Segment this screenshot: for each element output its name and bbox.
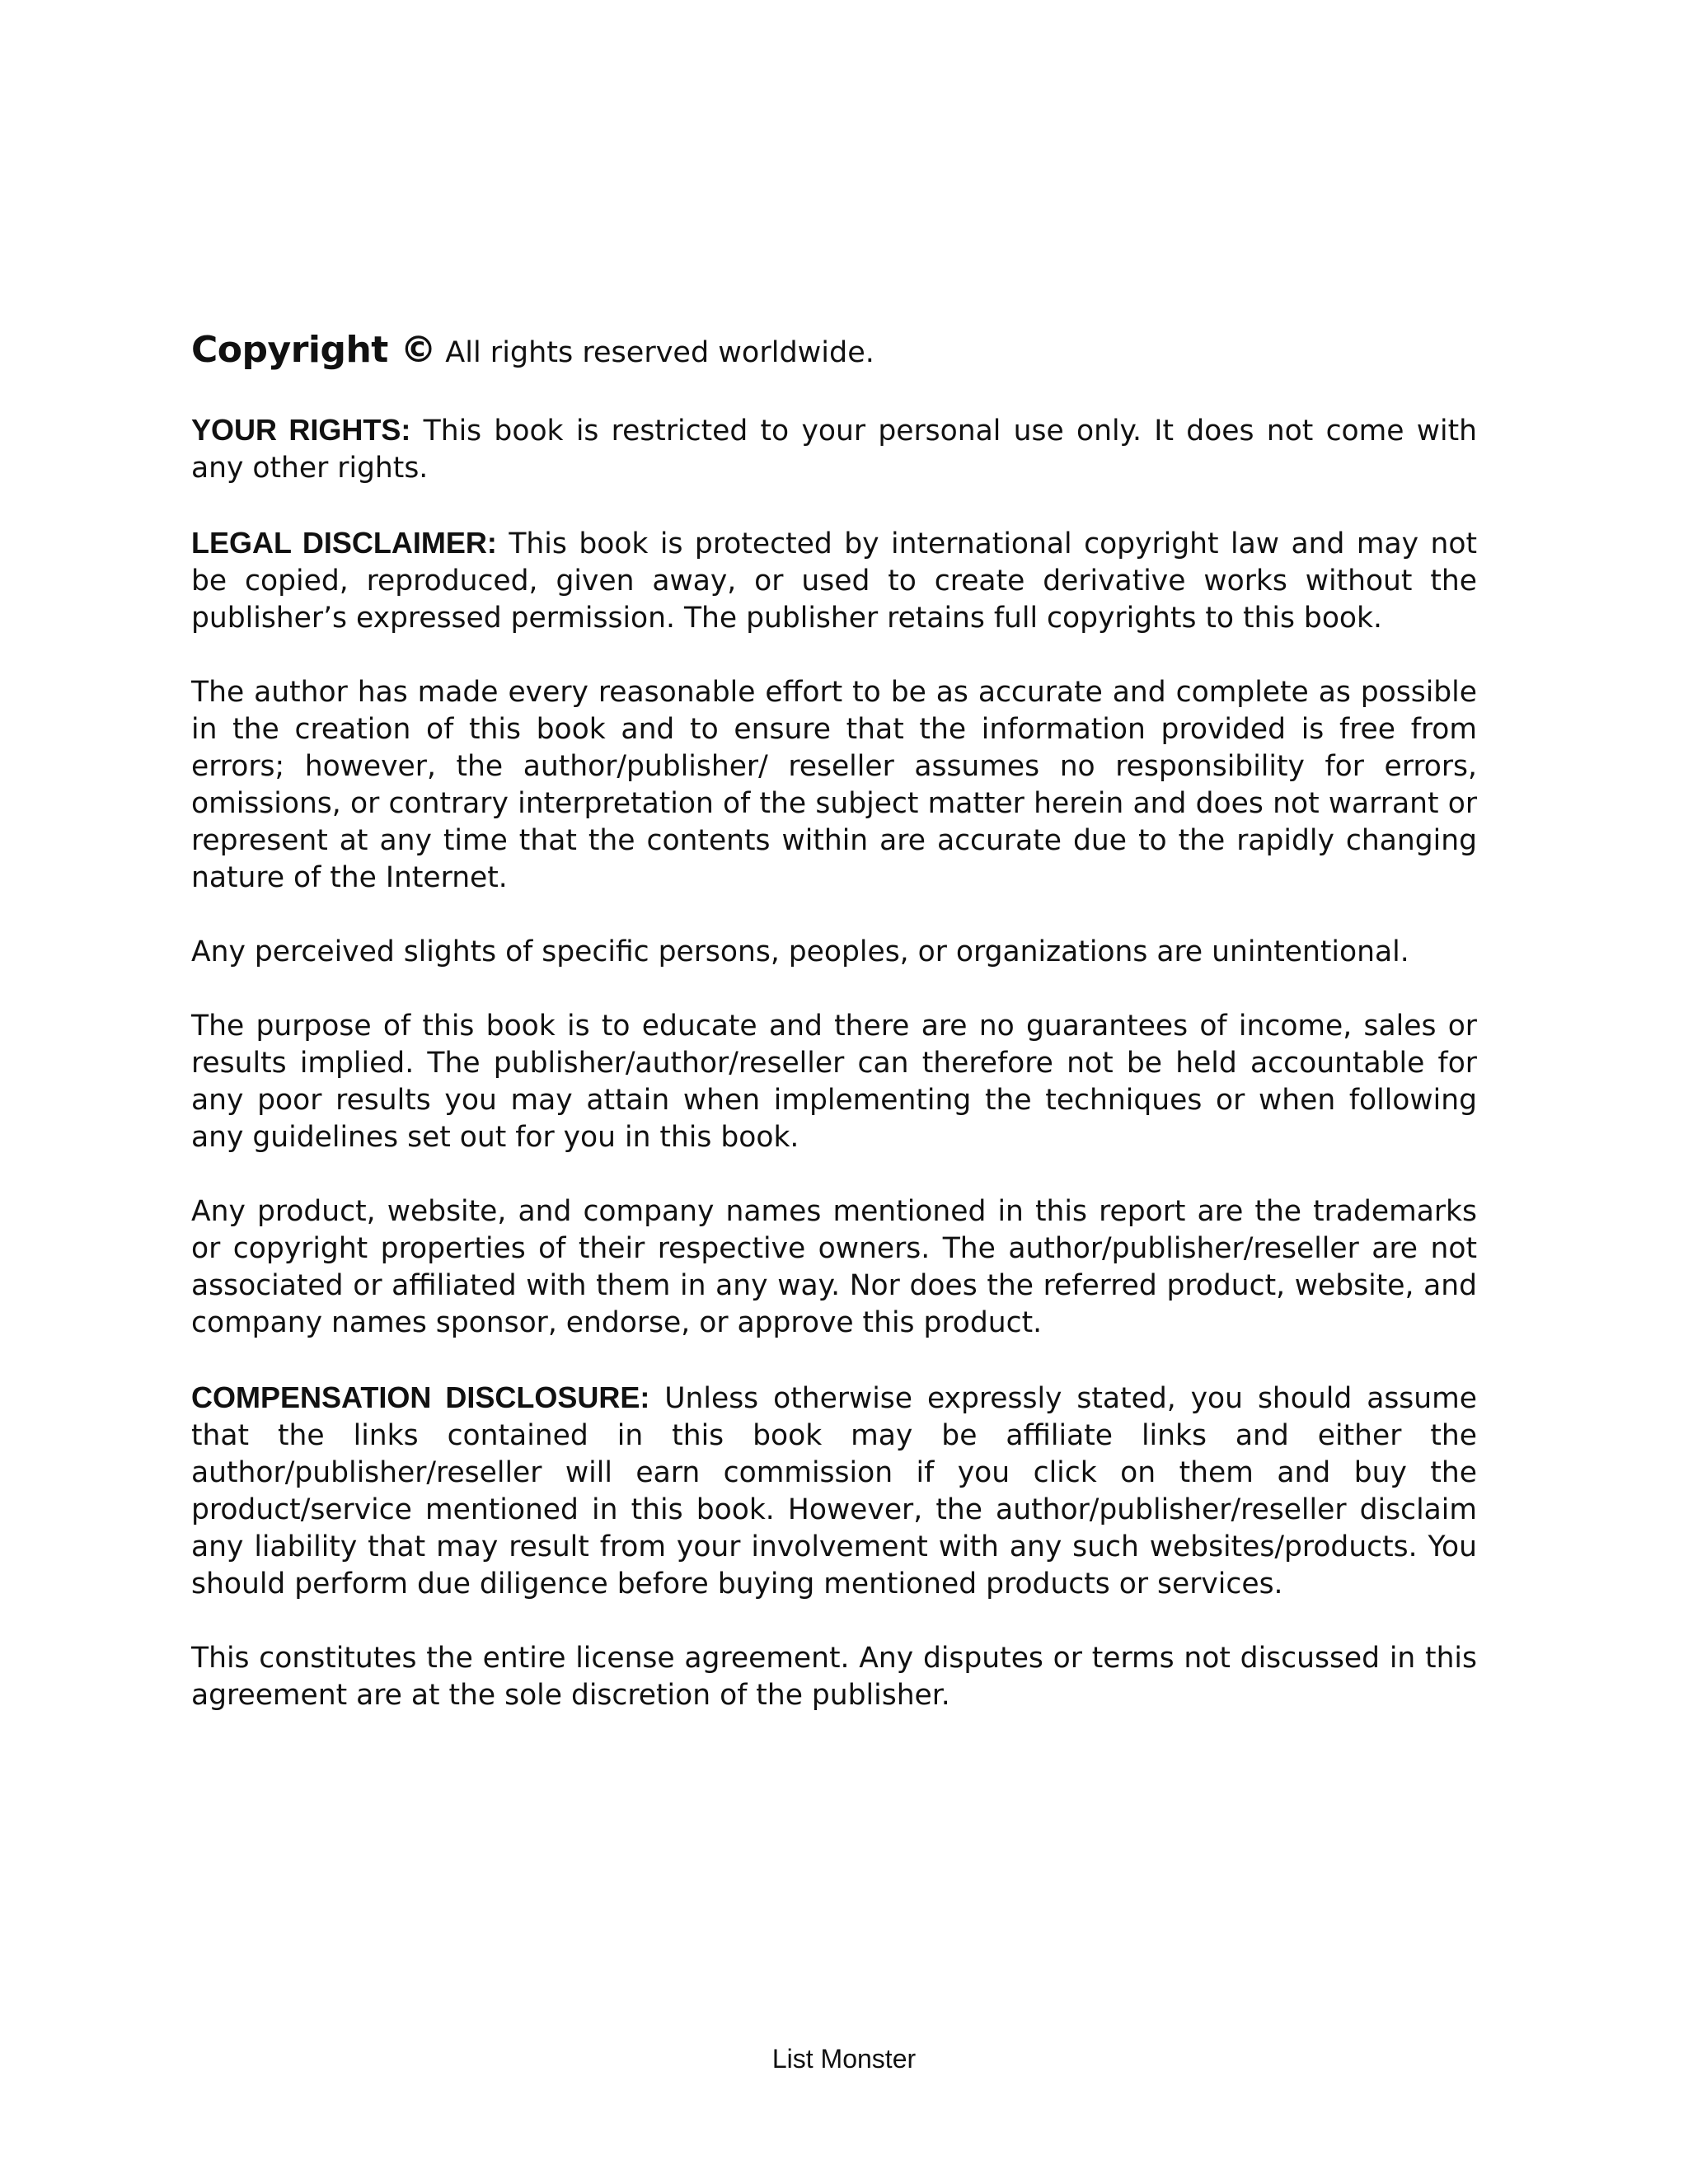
your-rights-text: This book is restricted to your personal use only. It does not come with any other rights. (191, 415, 1477, 485)
copyright-line (191, 330, 1477, 373)
legal-disclaimer-text: This book is protected by international copyright law and may not be copied, reproduced, given away, or used to create derivative works without the publisher’s expressed permission. The publisher retains full copyrights to this book. (191, 527, 1477, 635)
slights-paragraph: Any perceived slights of specific persons, peoples, or organizations are unintentional. (191, 935, 1409, 968)
your-rights-paragraph (191, 411, 1477, 487)
page-content (191, 330, 1477, 1751)
accuracy-paragraph: The author has made every reasonable effort to be as accurate and complete as possible in the creation of this book and to ensure that the information provided is free from errors; however, the author/publisher/ reseller assumes no responsibility for errors, omissions, or contrary interpretation of the subject matter herein and does not warrant or represent at any time that the contents within are accurate due to the rapidly changing nature of the Internet. (191, 676, 1477, 894)
copyright-text: All rights reserved worldwide. (436, 336, 874, 369)
legal-disclaimer-label: LEGAL DISCLAIMER: (191, 526, 497, 560)
copyright-heading: Copyright © (191, 329, 437, 371)
compensation-label: COMPENSATION DISCLOSURE: (191, 1380, 650, 1414)
compensation-text: Unless otherwise expressly stated, you should assume that the links contained in this book may be affiliate links and either the author/publisher/reseller will earn commission if you click on them and buy the product/service mentioned in this book. However, the author/publisher/reseller disclaim any liability that may result from your involvement with any such websites/products. You should perform due diligence before buying mentioned products or services. (191, 1382, 1477, 1601)
legal-disclaimer-paragraph (191, 524, 1477, 637)
page-footer: List Monster (771, 2044, 917, 2074)
purpose-paragraph: The purpose of this book is to educate and there are no guarantees of income, sales or results implied. The publisher/author/reseller can therefore not be held accountable for any poor results you may attain when implementing the techniques or when following any guidelines set out for you in this book. (191, 1010, 1477, 1154)
trademarks-paragraph: Any product, website, and company names mentioned in this report are the trademarks or copyright properties of their respective owners. The author/publisher/reseller are not associated or affiliated with them in any way. Nor does the referred product, website, and company names sponsor, endorse, or approve this product. (191, 1195, 1477, 1339)
your-rights-label: YOUR RIGHTS: (191, 413, 411, 447)
compensation-paragraph (191, 1379, 1477, 1603)
license-paragraph: This constitutes the entire license agreement. Any disputes or terms not discussed in this agreement are at the sole discretion of the publisher. (191, 1642, 1477, 1712)
